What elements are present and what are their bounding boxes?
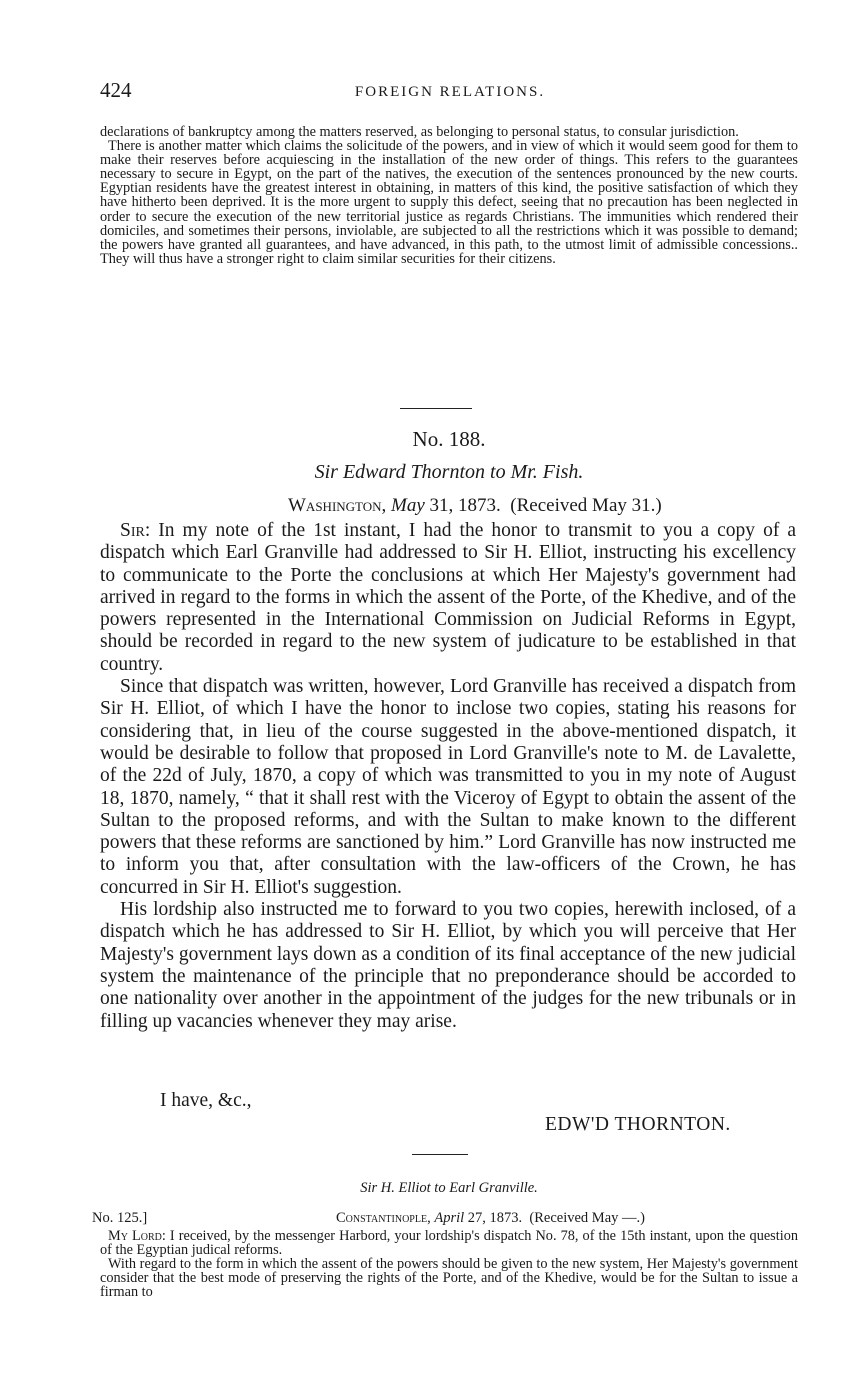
inclosure-title: Sir H. Elliot to Earl Granville.	[360, 1180, 538, 1196]
page-header	[100, 78, 800, 108]
paragraph: With regard to the form in which the assent of the powers should be given to the new system, Her Majesty's government consider that the best mode of preserving the rights of the Porte, and of the Khedive, would be for the Sultan to issue a firman to	[100, 1256, 798, 1301]
dateline-date: 31, 1873.	[429, 495, 501, 516]
section-divider	[400, 408, 472, 409]
dateline-month: April	[434, 1210, 465, 1226]
document-number: No. 188.	[412, 427, 486, 451]
closing: I have, &c.,	[160, 1090, 252, 1111]
paragraph: His lordship also instructed me to forward to you two copies, herewith inclosed, of a dispatch which he has addressed to Sir H. Elliot, by which you will perceive that Her Majesty's government lays down as a condition of its final acceptance of the new judicial system the maintenance of the principle that no preponderance should be accorded to one nationality over another in the appointment of the judges for the new tribunals or in filling up vacancies whenever they may arise.	[100, 899, 796, 1032]
inclosure-body	[100, 1229, 798, 1299]
salutation: My Lord:	[108, 1228, 166, 1244]
salutation: Sir:	[120, 520, 151, 541]
dateline-place: Constantinople,	[336, 1210, 431, 1226]
dateline-place: Washington,	[288, 495, 387, 516]
paragraph: There is another matter which claims the solicitude of the powers, and in view of which it would seem good for them to make their reserves before acquiescing in the installation of the new order of things. This refers to the guarantees necessary to secure in Egypt, on the part of the natives, the execution of the sentences pronounced by the new courts. Egyptian residents have the greatest interest in obtaining, in matters of this kind, the positive satisfaction of which they have hitherto been deprived. It is the more urgent to supply this defect, seeing that no precaution has been neglected in order to secure the execution of the new territorial justice as regards Christians. The immunities which rendered their domiciles, and sometimes their persons, inviolable, are subjected to all the restrictions which it was possible to demand; the powers have granted all guarantees, and have advanced, in this path, to the utmost limit of admissible concessions.. They will thus have a stronger right to claim similar securities for their citizens.	[100, 138, 798, 267]
running-head: FOREIGN RELATIONS.	[354, 84, 546, 100]
paragraph: Sir: In my note of the 1st instant, I had the honor to transmit to you a copy of a dispatch which Earl Granville had addressed to Sir H. Elliot, instructing his excellency to communicate to the Porte the conclusions at which Her Majesty's government had arrived in regard to the forms in which the assent of the Porte, of the Khedive, and of the powers represented in the International Commission on Judicial Reforms in Egypt, should be recorded in regard to the new system of judicature to be established in that country.	[100, 520, 796, 675]
dateline	[288, 495, 662, 517]
paragraph: Since that dispatch was written, however, Lord Granville has received a dispatch from Sir H. Elliot, of which I have the honor to inclose two copies, stating his reasons for considering that, in lieu of the course suggested in the above-mentioned dispatch, it would be desirable to follow that proposed in Lord Granville's note to M. de Lavalette, of the 22d of July, 1870, a copy of which was transmitted to you in my note of August 18, 1870, namely, “ that it shall rest with the Viceroy of Egypt to obtain the assent of the Sultan to the proposed reforms, and with the Sultan to make known to the different powers that these reforms are sanctioned by him.” Lord Granville has now instructed me to inform you that, after consultation with the law-officers of the Crown, he has concurred in Sir H. Elliot's suggestion.	[100, 676, 796, 898]
document-title: Sir Edward Thornton to Mr. Fish.	[314, 461, 584, 483]
dateline-month: May	[391, 495, 425, 516]
continued-text-block	[100, 125, 798, 266]
inclosure-dateline	[336, 1210, 645, 1227]
inclosure-number: No. 125.]	[92, 1210, 148, 1226]
page-number: 424	[100, 78, 132, 102]
letter-body	[100, 520, 796, 1033]
paragraph: declarations of bankruptcy among the matters reserved, as belonging to personal status, to consular jurisdiction.	[100, 124, 739, 140]
signature: EDW'D THORNTON.	[545, 1114, 731, 1135]
received-note: (Received May —.)	[529, 1210, 645, 1226]
paragraph: My Lord: I received, by the messenger Harbord, your lordship's dispatch No. 78, of the 15th instant, upon the question of the Egyptian judical reforms.	[100, 1228, 798, 1259]
section-divider	[412, 1154, 468, 1155]
received-note: (Received May 31.)	[510, 495, 662, 516]
dateline-date: 27, 1873.	[467, 1210, 523, 1226]
